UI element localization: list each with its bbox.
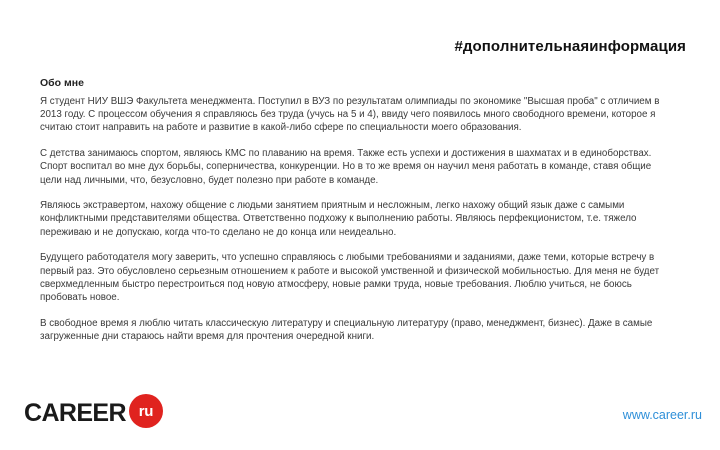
slide-hashtag-title: #дополнительнаяинформация [454, 38, 686, 55]
career-ru-logo [24, 396, 163, 430]
about-paragraph-hobbies: В свободное время я люблю читать классическую литературу и специальную литературу (право, менеджмент, бизнес). Даже в самые загруженные дни стараюсь найти время для прочтения очередной книги. [40, 317, 653, 342]
about-heading: Обо мне [40, 77, 84, 89]
about-paragraph-employer: Будущего работодателя могу заверить, что успешно справляюсь с любыми требованиями и заданиями, даже теми, которые встречу в первый раз. Это обусловлено серьезным отношением к работе и высокой умственной и физической мобильностью. Для меня не будет сверхмедленным быстро перестроиться под новую атмосферу, новые рамки труда, новые требования. Люблю учиться, не боюсь пробовать новое. [40, 252, 660, 303]
about-paragraph-personality: Являюсь экстравертом, нахожу общение с людьми занятием приятным и несложным, легко нахожу общий язык даже с самыми конфликтными представителями общества. Ответственно подхожу к выполнению работы. Являюсь перфекционистом, т.е. тяжело переживаю и не допускаю, когда что-то сделано не до конца или неидеально. [40, 200, 637, 238]
logo-ru-badge-icon [129, 394, 163, 428]
website-link[interactable]: www.career.ru [622, 408, 702, 422]
about-paragraph-sport: С детства занимаюсь спортом, являюсь КМС по плаванию на время. Также есть успехи и достижения в шахматах и в единоборствах. Спорт воспитал во мне дух борьбы, соперничества, конкуренции. Но в то же время он научил меня работать в команде, ставя общие цели над личными, что, безусловно, будет полезно при работе в команде. [40, 148, 652, 186]
logo-ru-badge-text: ru [138, 402, 154, 420]
logo-wordmark: CAREER [24, 399, 126, 427]
about-paragraph-study: Я студент НИУ ВШЭ Факультета менеджмента. Поступил в ВУЗ по результатам олимпиады по экономике "Высшая проба" с отличием в 2013 году. С процессом обучения я справляюсь без труда (учусь на 5 и 4), ввиду чего появилось много свободного времени, которое я считаю стоит направить на работе и развитие в какой-либо сфере по специальности моего образования. [40, 96, 660, 134]
about-section [40, 77, 675, 356]
